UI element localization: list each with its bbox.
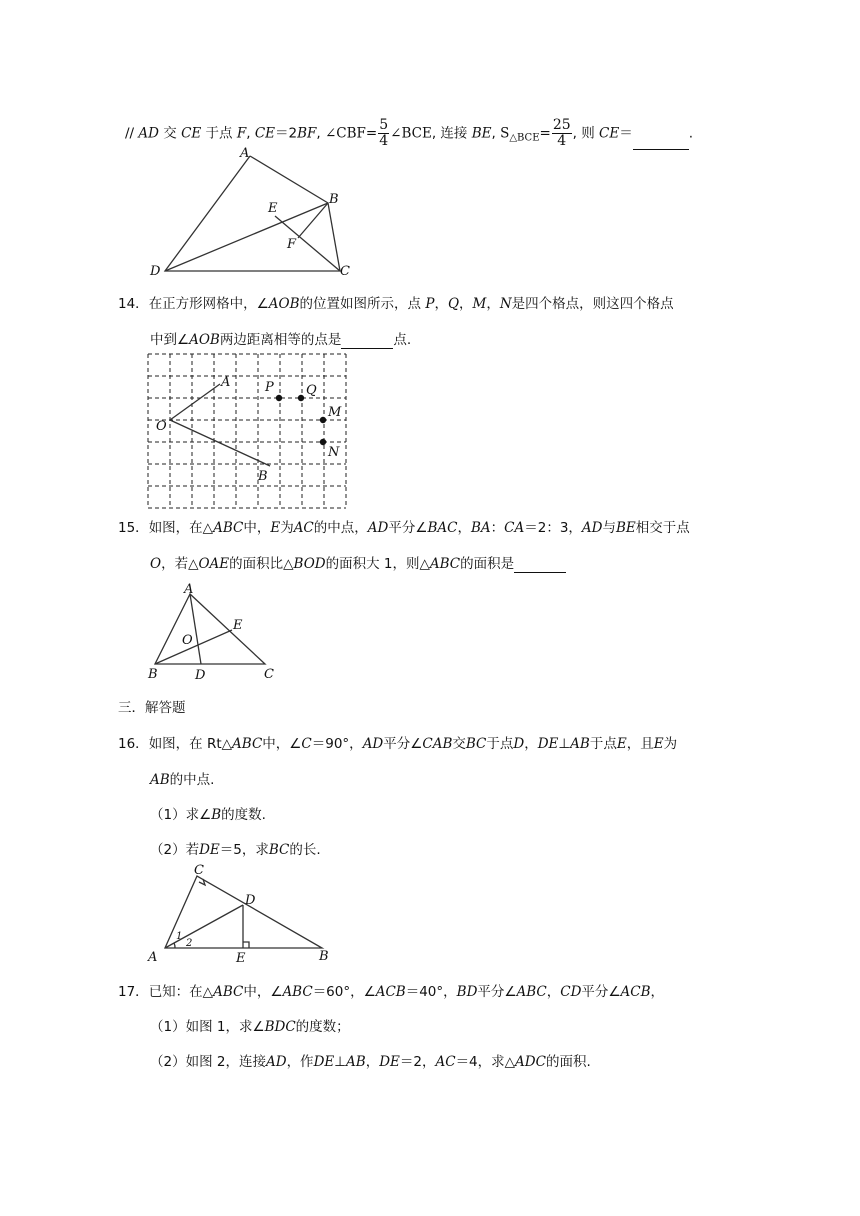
- q13-label-D: D: [150, 264, 161, 279]
- section-heading: 三．解答题: [118, 700, 186, 716]
- q16-label-D: D: [245, 893, 256, 908]
- q13-seg-EC: [275, 216, 340, 271]
- q15-seg-AD: [190, 594, 201, 664]
- q13-label-A: A: [240, 146, 250, 161]
- q16-label-E: E: [236, 951, 246, 966]
- q13-quad: [165, 156, 340, 271]
- q17-part-1: （1）如图 1，求∠BDC的度数；: [150, 1019, 350, 1035]
- q15-label-D: D: [195, 668, 206, 683]
- q16-angle-label-1: 1: [176, 931, 183, 942]
- answer-blank[interactable]: [341, 332, 393, 349]
- q16-part-2: （2）若DE＝5，求BC的长.: [150, 842, 321, 858]
- q14-ray-OA: [170, 384, 220, 420]
- q14-label-M: M: [328, 405, 342, 420]
- q15-label-A: A: [184, 582, 194, 597]
- q16-label-C: C: [194, 863, 204, 878]
- q16-right-angle-E: [243, 942, 249, 948]
- q16-line-1: 16．如图，在 Rt△ABC中，∠C＝90°，AD平分∠CAB交BC于点D，DE⊥AB于点E，且E为: [118, 736, 678, 752]
- q15-line-2: O，若△OAE的面积比△BOD的面积大 1，则△ABC的面积是: [150, 552, 566, 573]
- q14-label-N: N: [328, 445, 340, 460]
- q15-label-C: C: [264, 667, 274, 682]
- answer-blank[interactable]: [514, 556, 566, 573]
- q16-line-2: AB的中点.: [150, 772, 215, 788]
- q14-line-2: 中到∠AOB两边距离相等的点是 点.: [150, 332, 412, 348]
- q13-label-F: F: [287, 237, 297, 252]
- q14-ray-OB: [170, 420, 270, 466]
- fraction-5-4: $\frac{5}{4}$: [379, 117, 389, 149]
- q13-seg-BF: [298, 203, 328, 238]
- fraction-25-4: $\frac{25}{4}$: [552, 117, 571, 149]
- q14-label-O: O: [156, 419, 167, 434]
- q13-label-C: C: [340, 264, 350, 279]
- q16-part-1: （1）求∠B的度数.: [150, 807, 266, 823]
- q17-line-1: 17．已知：在△ABC中，∠ABC＝60°，∠ACB＝40°，BD平分∠ABC，CD平分∠ACB，: [118, 984, 665, 1000]
- q15-triangle-ABC: [155, 594, 265, 664]
- q16-figure: [145, 862, 345, 967]
- q16-angle-label-2: 2: [186, 938, 193, 949]
- q14-grid-figure: [148, 354, 348, 510]
- q16-label-A: A: [148, 950, 158, 965]
- q14-label-A: A: [221, 375, 231, 390]
- q13-label-B: B: [329, 192, 339, 207]
- q14-label-B: B: [258, 469, 268, 484]
- q14-label-Q: Q: [306, 383, 317, 398]
- q16-angle-arc: [174, 943, 175, 948]
- q15-label-E: E: [233, 618, 243, 633]
- q15-seg-BE: [155, 630, 232, 664]
- q14-point-P: [276, 395, 282, 401]
- q13-text-line: // AD 交 CE 于点 F, CE＝2BF, ∠CBF= $\frac{5}{4}$ ∠BCE, 连接 BE, $S_{\triangle BCE}=$ $\frac{25}{4}$ , 则 CE＝ .: [125, 117, 694, 149]
- q13-label-E: E: [268, 201, 278, 216]
- q15-figure: [145, 582, 285, 682]
- answer-blank[interactable]: [633, 119, 689, 150]
- q14-point-M: [320, 417, 326, 423]
- q16-label-B: B: [319, 949, 329, 964]
- q14-line-1: 14．在正方形网格中，∠AOB的位置如图所示，点 P，Q，M，N是四个格点，则这四个格点: [118, 296, 674, 312]
- q14-point-Q: [298, 395, 304, 401]
- q14-point-N: [320, 439, 326, 445]
- q17-part-2: （2）如图 2，连接AD，作DE⊥AB，DE＝2，AC＝4，求△ADC的面积.: [150, 1054, 591, 1070]
- q15-label-O: O: [182, 633, 193, 648]
- q15-line-1: 15．如图，在△ABC中，E为AC的中点，AD平分∠BAC，BA：CA＝2：3，AD与BE相交于点: [118, 520, 690, 536]
- q15-label-B: B: [148, 667, 158, 682]
- q13-figure: [140, 145, 370, 280]
- q14-label-P: P: [265, 380, 274, 395]
